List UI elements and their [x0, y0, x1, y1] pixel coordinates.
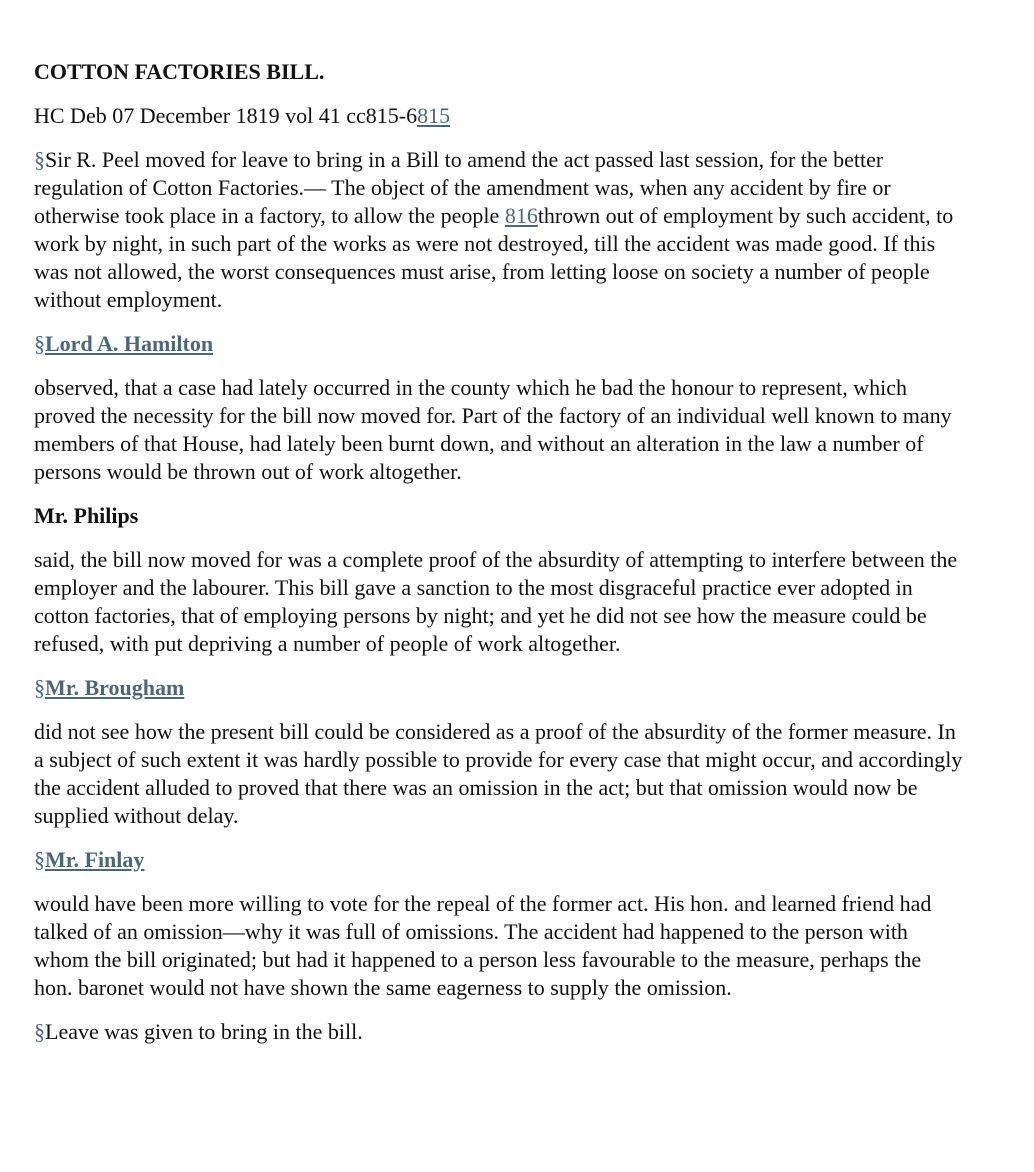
- section-mark: §: [34, 147, 45, 172]
- section-mark: §: [34, 331, 45, 356]
- closing-statement: [34, 1018, 964, 1046]
- speaker-link-hamilton[interactable]: Lord A. Hamilton: [45, 331, 214, 356]
- debate-reference: [34, 102, 964, 130]
- speaker-hamilton: [34, 330, 964, 358]
- speaker-link-brougham[interactable]: Mr. Brougham: [45, 675, 185, 700]
- contribution-hamilton: observed, that a case had lately occurred in the county which he bad the honour to represent, which proved the necessity for the bill now moved for. Part of the factory of an individual well known to many members of that House, had lately been burnt down, and without an alteration in the law a number of persons would be thrown out of work altogether.: [34, 375, 952, 484]
- column-link-816[interactable]: 816: [504, 203, 538, 228]
- page-title: COTTON FACTORIES BILL.: [34, 59, 325, 84]
- speaker-brougham: [34, 674, 964, 702]
- contribution-philips: said, the bill now moved for was a complete proof of the absurdity of attempting to interfere between the employer and the labourer. This bill gave a sanction to the most disgraceful practice ever adopted in cotton factories, that of employing persons by night; and yet he did not see how the measure could be refused, with put depriving a number of people of work altogether.: [34, 547, 958, 656]
- section-mark: §: [34, 847, 45, 872]
- section-mark: §: [34, 675, 45, 700]
- debate-page: [34, 58, 964, 1062]
- closing-text: Leave was given to bring in the bill.: [45, 1019, 363, 1044]
- reference-text: HC Deb 07 December 1819 vol 41 cc815-6: [34, 103, 418, 128]
- contribution-peel: [34, 146, 964, 314]
- speaker-philips: Mr. Philips: [34, 503, 139, 528]
- contribution-finlay: would have been more willing to vote for the repeal of the former act. His hon. and learned friend had talked of an omission—why it was full of omissions. The accident had happened to the person with whom the bill originated; but had it happened to a person less favourable to the measure, perhaps the hon. baronet would not have shown the same eagerness to supply the omission.: [34, 891, 932, 1000]
- peel-text-part2: thrown out of employment by such accident, to work by night, in such part of the works as were not destroyed, till the accident was made good. If this was not allowed, the worst consequences must arise, from letting loose on society a number of people without employment.: [34, 203, 954, 312]
- speaker-link-finlay[interactable]: Mr. Finlay: [45, 847, 145, 872]
- speaker-finlay: [34, 846, 964, 874]
- column-link-815[interactable]: 815: [417, 103, 451, 128]
- peel-text-part1: Sir R. Peel moved for leave to bring in a Bill to amend the act passed last session, for the better regulation of Cotton Factories.— The object of the amendment was, when any accident by fire or otherwise took place in a factory, to allow the people: [34, 147, 891, 228]
- section-mark: §: [34, 1019, 45, 1044]
- contribution-brougham: did not see how the present bill could be considered as a proof of the absurdity of the former measure. In a subject of such extent it was hardly possible to provide for every case that might occur, and accordingly the accident alluded to proved that there was an omission in the act; but that omission would now be supplied without delay.: [34, 719, 963, 828]
